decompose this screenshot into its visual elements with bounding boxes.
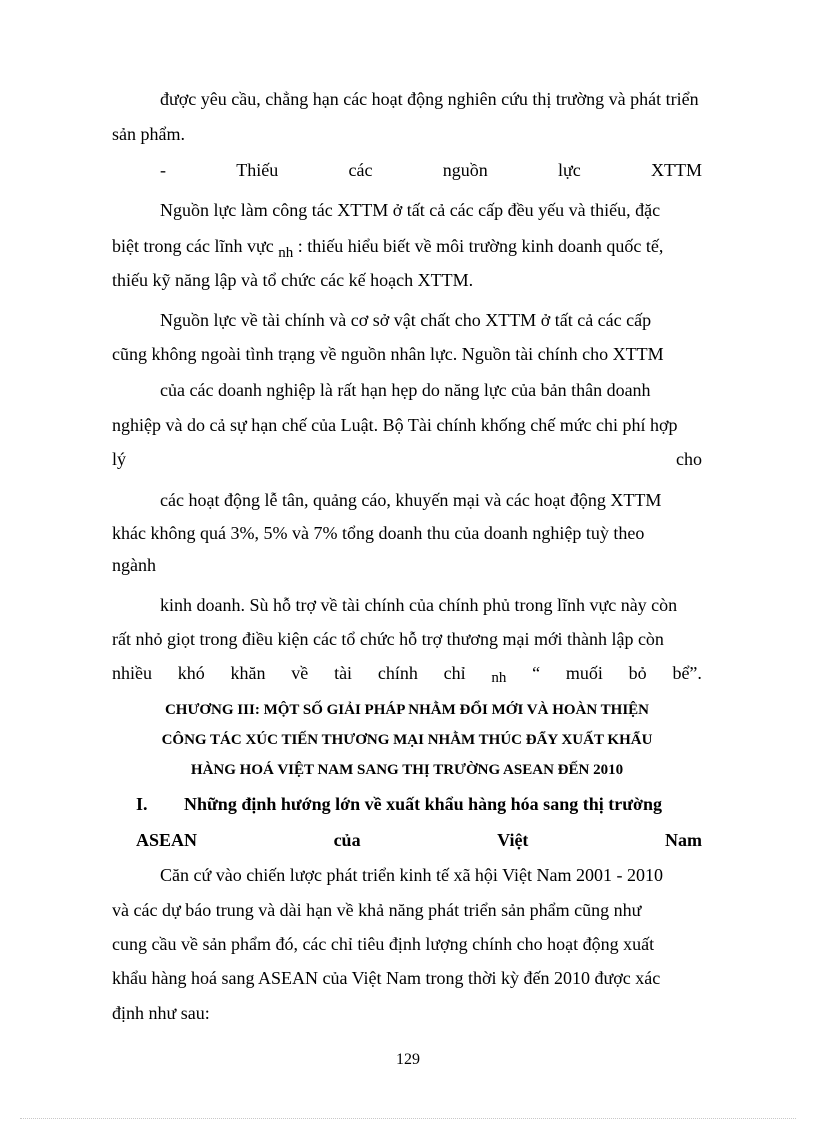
body-line: của các doanh nghiệp là rất hạn hẹp do năng lực của bản thân doanh xyxy=(160,380,651,400)
word: lý xyxy=(112,449,127,469)
word: XTTM xyxy=(650,160,702,180)
word: lực xyxy=(557,160,581,180)
text-run: biệt trong các lĩnh vực xyxy=(112,236,274,256)
chapter-heading-line: HÀNG HOÁ VIỆT NAM SANG THỊ TRƯỜNG ASEAN ĐẾN 2010 xyxy=(190,762,624,778)
word: “ xyxy=(532,663,541,683)
word: nguồn xyxy=(442,160,488,180)
body-line: Nguồn lực làm công tác XTTM ở tất cả các cấp đều yếu và thiếu, đặc xyxy=(160,200,661,220)
body-line: rất nhỏ giọt trong điều kiện các tổ chức hỗ trợ thương mại mới thành lập còn xyxy=(112,629,664,649)
bullet-heading-line xyxy=(160,158,702,182)
word: nhiều xyxy=(112,663,152,683)
body-line: các hoạt động lễ tân, quảng cáo, khuyến mại và các hoạt động XTTM xyxy=(160,490,662,510)
subscript-fragment: nh xyxy=(278,245,294,261)
section-heading-line xyxy=(136,792,702,816)
body-line: thiếu kỹ năng lập và tổ chức các kế hoạch XTTM. xyxy=(112,270,474,290)
word: Thiếu xyxy=(236,160,279,180)
body-line: khác không quá 3%, 5% và 7% tổng doanh thu của doanh nghiệp tuỳ theo xyxy=(112,523,645,543)
body-line: định như sau: xyxy=(112,1003,210,1023)
footer-divider xyxy=(20,1118,796,1119)
bullet-dash: - xyxy=(160,160,166,180)
body-line: Căn cứ vào chiến lược phát triển kinh tế xã hội Việt Nam 2001 - 2010 xyxy=(160,865,663,885)
word: về xyxy=(291,663,309,683)
body-line xyxy=(112,661,702,685)
body-line: được yêu cầu, chẳng hạn các hoạt động nghiên cứu thị trường và phát triển xyxy=(160,89,699,109)
text-run: : thiếu hiểu biết về môi trường kinh doanh quốc tế, xyxy=(297,236,664,256)
word: chỉ xyxy=(443,663,466,683)
word: khăn xyxy=(230,663,266,683)
chapter-heading-line: CHƯƠNG III: MỘT SỐ GIẢI PHÁP NHẰM ĐỔI MỚI VÀ HOÀN THIỆN xyxy=(164,702,650,718)
word: của xyxy=(333,830,361,850)
section-heading-line xyxy=(136,828,702,852)
body-line: sản phẩm. xyxy=(112,124,185,144)
word: tài xyxy=(334,663,353,683)
body-line xyxy=(112,234,702,260)
subscript-fragment: nh xyxy=(491,670,507,686)
chapter-heading-line: CÔNG TÁC XÚC TIẾN THƯƠNG MẠI NHẰM THÚC ĐẨY XUẤT KHẨU xyxy=(161,732,653,748)
word: bỏ xyxy=(628,663,647,683)
word: chính xyxy=(377,663,418,683)
word: các xyxy=(348,160,373,180)
word: bể”. xyxy=(672,663,702,683)
word: Việt xyxy=(497,830,529,850)
word: khó xyxy=(177,663,205,683)
word: Nam xyxy=(664,830,702,850)
body-line: cung cầu về sản phẩm đó, các chỉ tiêu định lượng chính cho hoạt động xuất xyxy=(112,934,655,954)
body-line: và các dự báo trung và dài hạn về khả năng phát triển sản phẩm cũng như xyxy=(112,900,642,920)
page-number: 129 xyxy=(396,1051,420,1068)
body-line: cũng không ngoài tình trạng về nguồn nhân lực. Nguồn tài chính cho XTTM xyxy=(112,344,664,364)
body-line: kinh doanh. Sù hỗ trợ về tài chính của chính phủ trong lĩnh vực này còn xyxy=(160,595,678,615)
word: ASEAN xyxy=(136,830,198,850)
word: muối xyxy=(565,663,603,683)
body-line: ngành xyxy=(112,555,156,575)
section-number: I. xyxy=(136,794,148,814)
body-line: khẩu hàng hoá sang ASEAN của Việt Nam trong thời kỳ đến 2010 được xác xyxy=(112,968,661,988)
body-line xyxy=(112,447,702,471)
section-title: Những định hướng lớn về xuất khẩu hàng hóa sang thị trường xyxy=(184,794,662,814)
word: cho xyxy=(676,449,702,469)
body-line: Nguồn lực về tài chính và cơ sở vật chất cho XTTM ở tất cả các cấp xyxy=(160,310,652,330)
body-line: nghiệp và do cả sự hạn chế của Luật. Bộ Tài chính khống chế mức chi phí hợp xyxy=(112,415,678,435)
